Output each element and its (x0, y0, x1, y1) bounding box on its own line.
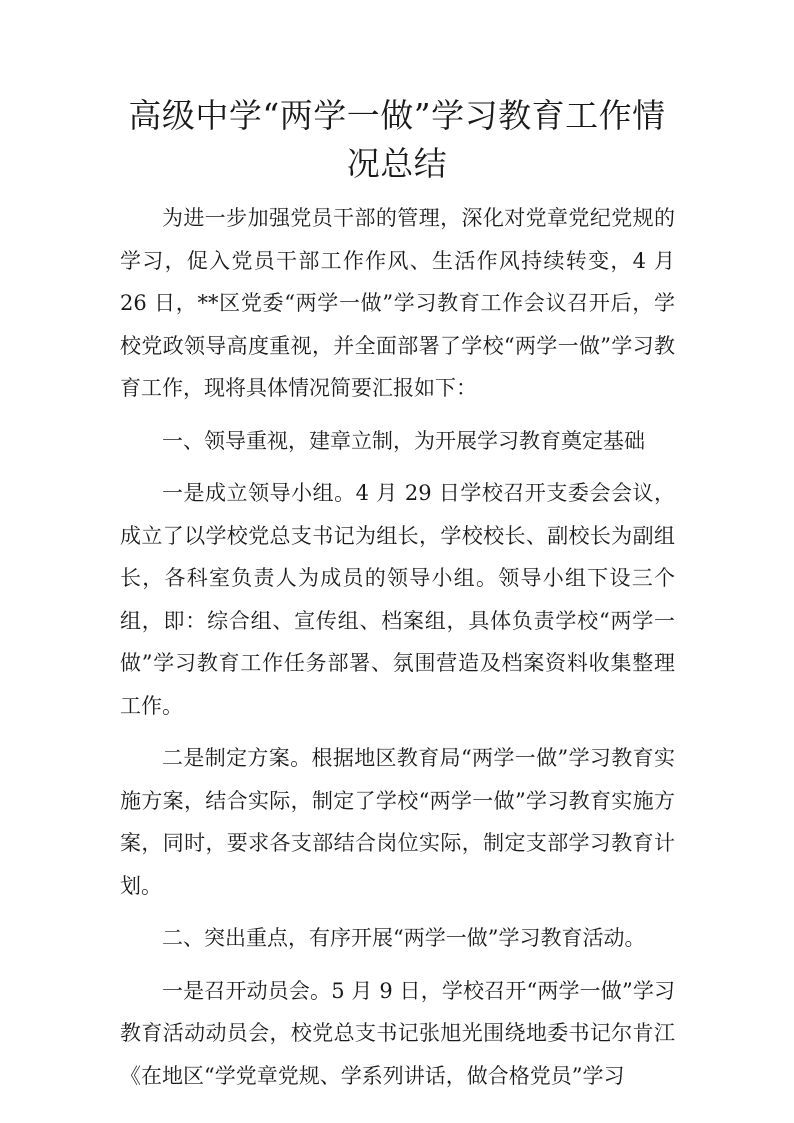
intro-paragraph: 为进一步加强党员干部的管理，深化对党章党纪党规的学习，促入党员干部工作作风、生活作风持续转变，4 月 26 日，**区党委“两学一做”学习教育工作会议召开后，学校党政领导高度重视，并全面部署了学校“两学一做”学习教育工作，现将具体情况简要汇报如下： (120, 206, 675, 400)
body-paragraph: 二是制定方案。根据地区教育局“两学一做”学习教育实施方案，结合实际，制定了学校“两学一做”学习教育实施方案，同时，要求各支部结合岗位实际，制定支部学习教育计划。 (120, 746, 675, 898)
body-paragraph: 一是召开动员会。5 月 9 日，学校召开“两学一做”学习教育活动动员会，校党总支书记张旭光围绕地委书记尔肯江《在地区“学党章党规、学系列讲话，做合格党员”学习 (120, 978, 675, 1088)
document-title: 高级中学“两学一做”学习教育工作情况总结 (128, 96, 666, 183)
body-paragraph: 一是成立领导小组。4 月 29 日学校召开支委会会议，成立了以学校党总支书记为组长，学校校长、副校长为副组长，各科室负责人为成员的领导小组。领导小组下设三个组，即：综合组、宣传组、档案组，具体负责学校“两学一做”学习教育工作任务部署、氛围营造及档案资料收集整理工作。 (120, 481, 675, 718)
section-heading-2: 二、突出重点，有序开展“两学一做”学习教育活动。 (162, 926, 646, 950)
document-body (120, 197, 675, 1107)
section-heading-1: 一、领导重视，建章立制，为开展学习教育奠定基础 (162, 428, 645, 453)
